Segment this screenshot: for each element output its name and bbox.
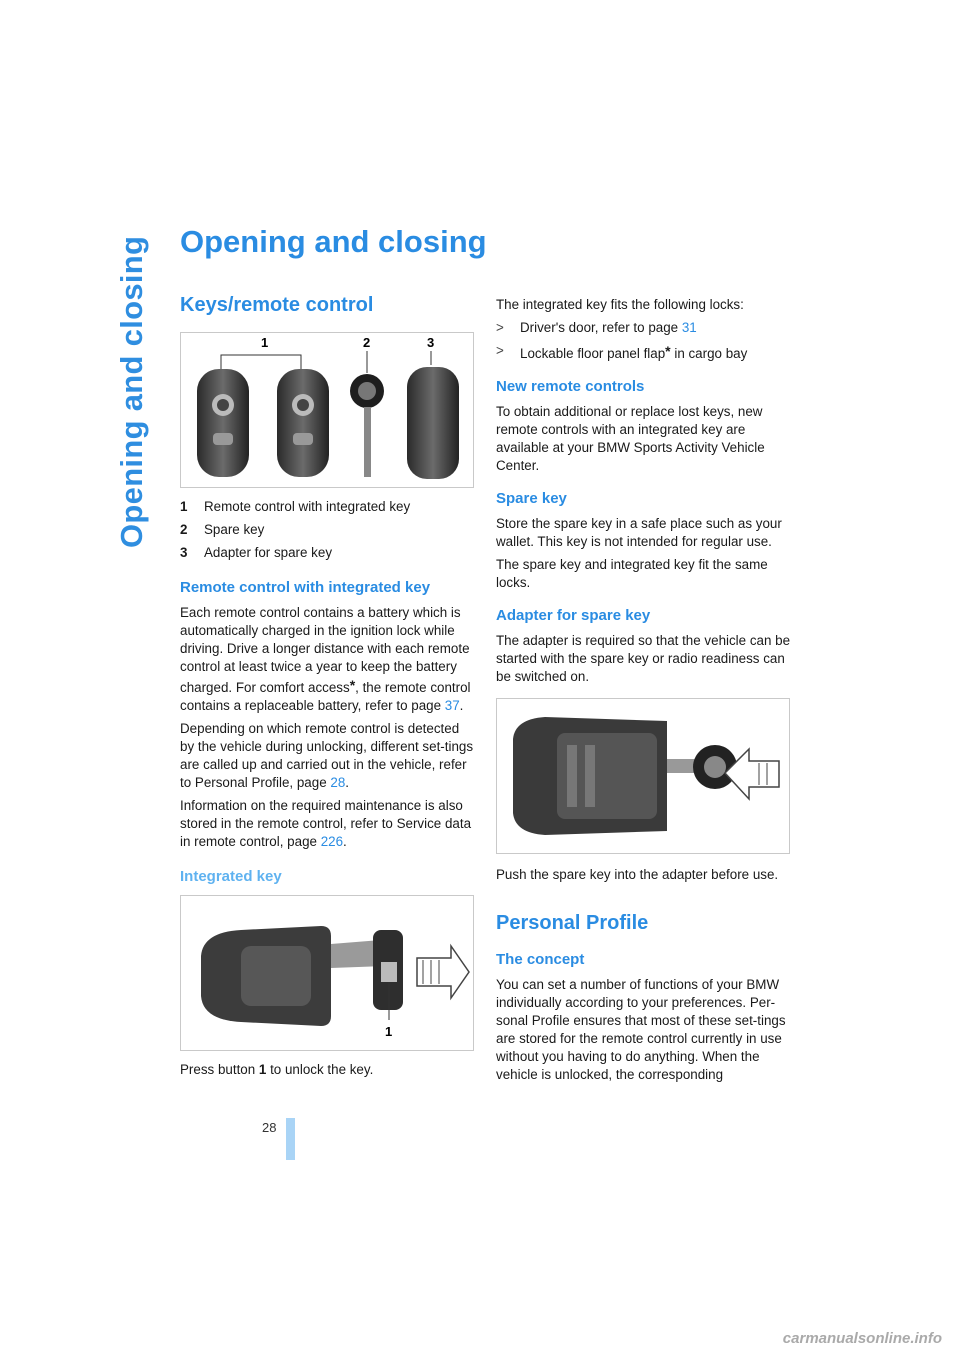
left-column xyxy=(180,292,476,1084)
spare-key-text-2: The spare key and integrated key fit the same locks. xyxy=(496,557,768,590)
rc-paragraph-1: Each remote control contains a battery which is automatically charged in the ignition lock while driving. Drive a longer distance with each remote control at least twice a year to keep the battery charged. For comfort access*, the remote control contains a replaceable battery, refer to page 37. xyxy=(180,605,471,713)
concept-heading: The concept xyxy=(496,951,585,968)
page-title: Opening and closing xyxy=(180,224,487,259)
adapter-illustration xyxy=(497,699,789,853)
concept-text: You can set a number of functions of your BMW individually according to your preferences. Per-sonal Profile ensures that most of these set-tings are stored for the remote control currently in use without you having to do anything. When the vehicle is unlocked, the corresponding xyxy=(496,977,786,1082)
page-number-bar xyxy=(286,1118,295,1160)
figure-label-1: 1 xyxy=(261,335,269,350)
press-button-text: Press button 1 to unlock the key. xyxy=(180,1062,374,1077)
figure-label-3: 3 xyxy=(427,335,435,350)
personal-profile-heading: Personal Profile xyxy=(496,912,649,934)
adapter-figure xyxy=(496,698,790,854)
integrated-key-heading: Integrated key xyxy=(180,868,282,885)
lock-list xyxy=(496,319,792,363)
push-arrow-icon xyxy=(417,946,469,998)
page-link-226[interactable]: 226 xyxy=(320,834,344,849)
spare-key-text-1: Store the spare key in a safe place such as your wallet. This key is not intended for regular use. xyxy=(496,516,782,549)
fits-intro: The integrated key fits the following locks: xyxy=(496,297,744,312)
watermark: carmanualsonline.info xyxy=(782,1330,942,1347)
list-item: > Lockable floor panel flap* in cargo bay xyxy=(496,343,748,361)
remote-fob-1 xyxy=(197,369,249,477)
figure-label-2: 2 xyxy=(363,335,371,350)
spare-key-heading: Spare key xyxy=(496,490,567,507)
keys-illustration xyxy=(181,333,473,487)
list-item: > Driver's door, refer to page 31 xyxy=(496,320,697,335)
key-legend xyxy=(180,498,476,562)
key-blade-cap xyxy=(373,930,403,1010)
page-number: 28 xyxy=(262,1120,277,1135)
push-text: Push the spare key into the adapter before use. xyxy=(496,867,779,882)
page-link-28[interactable]: 28 xyxy=(330,775,346,790)
new-remote-heading: New remote controls xyxy=(496,378,645,395)
adapter-body xyxy=(513,717,667,835)
page-link-37[interactable]: 37 xyxy=(444,698,460,713)
remote-body xyxy=(201,926,331,1026)
optional-star: * xyxy=(349,677,356,693)
right-column xyxy=(496,296,792,1089)
keys-heading: Keys/remote control xyxy=(180,294,374,316)
rc-paragraph-3: Information on the required maintenance is also stored in the remote control, refer to Service data in remote control, page 226. xyxy=(180,798,472,849)
rc-paragraph-2: Depending on which remote control is detected by the vehicle during unlocking, different set-tings are called up and carried out in the vehicle, refer to Personal Profile, page 28. xyxy=(180,721,474,790)
side-title: Opening and closing xyxy=(114,236,149,549)
legend-item: 1 Remote control with integrated key xyxy=(180,499,411,514)
spare-key xyxy=(350,374,384,477)
new-remote-text: To obtain additional or replace lost keys, new remote controls with an integrated key are available at your BMW Sports Activity Vehicle Center. xyxy=(496,404,765,473)
spare-key-adapter xyxy=(407,367,459,479)
adapter-text: The adapter is required so that the vehicle can be started with the spare key or radio readiness can be switched on. xyxy=(496,633,791,684)
optional-star: * xyxy=(665,343,671,359)
page-link-31[interactable]: 31 xyxy=(681,320,697,335)
integrated-key-illustration xyxy=(181,896,473,1050)
integrated-key-figure xyxy=(180,895,474,1051)
adapter-heading: Adapter for spare key xyxy=(496,607,651,624)
keys-figure xyxy=(180,332,474,488)
remote-fob-2 xyxy=(277,369,329,477)
legend-item: 3 Adapter for spare key xyxy=(180,545,333,560)
legend-item: 2 Spare key xyxy=(180,522,265,537)
remote-control-heading: Remote control with integrated key xyxy=(180,579,431,596)
inserted-spare-key xyxy=(667,745,737,789)
figure-label-1: 1 xyxy=(385,1024,393,1039)
